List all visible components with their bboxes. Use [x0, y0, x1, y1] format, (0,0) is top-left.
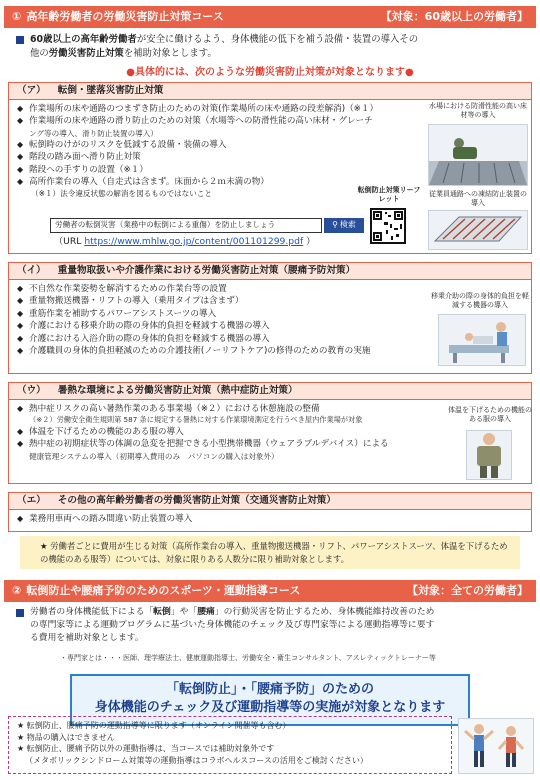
list-item-continued: ング等の導入、滑り防止装置の導入） — [29, 128, 158, 138]
list-item: ◆ 作業場所の床や通路のつまずき防止のための対策(作業場所の床や通路の段差解消)（※１） — [17, 103, 421, 115]
list-item: ◆ 介護における入浴介助の際の身体的負担を軽減する機器の導入 — [17, 333, 431, 345]
s2-bold-youtsuu: 腰痛 — [197, 607, 215, 617]
list-item: ◆ 高所作業台の導入（自走式は含まず。床面から２ｍ未満の物） — [17, 176, 421, 188]
anti-freeze-device-illustration — [428, 210, 528, 250]
transfer-lift-illustration — [438, 314, 526, 366]
condition-line: ★ 転倒防止、腰痛予防の運動指導等に限ります（オンライン開催等も含む） — [17, 721, 291, 730]
condition-line: （メタボリックシンドローム対策等の運動指導はコラボヘルスコースの活用をご検討ください） — [25, 755, 368, 765]
s2-intro-d: 」の行動災害を防止するため、身体機能維持改善のため — [214, 607, 435, 617]
exercise-illustration — [458, 718, 534, 774]
box-e-title: その他の高年齢労働者の労働災害防止対策（交通災害防止対策） — [57, 494, 336, 506]
bullet-square-icon — [16, 36, 24, 44]
box-a-label: （ア） — [17, 84, 46, 96]
intro-text-2b: を補助対象とします。 — [123, 48, 217, 60]
search-button[interactable] — [324, 218, 364, 233]
box-i-list — [9, 280, 439, 358]
conditions-box — [8, 716, 452, 774]
section2-target: 【対象：全ての労働者】 — [407, 583, 528, 597]
box-a-note: （※１）法令違反状態の解消を図るものではないこと — [31, 188, 213, 198]
box-a-title: 転倒・墜落災害防止対策 — [57, 84, 164, 96]
qr-code-icon[interactable] — [370, 208, 406, 244]
box-e — [8, 492, 532, 532]
list-item: ◆ 熱中症の初期症状等の体調の急変を把握できる小型携帯機器（ウェアラブルデバイス）による — [17, 438, 441, 450]
list-item: ◆ 作業場所の床や通路の滑り防止のための対策（水場等への防滑性能の高い床材・グレーチ — [17, 115, 421, 127]
box-u — [8, 382, 532, 484]
list-item-continued: 健康管理システムの導入（初期導入費用のみ パソコンの購入は対象外） — [29, 451, 279, 461]
box-i-header — [9, 263, 531, 280]
box-u-title: 暑熱な環境による労働災害防止対策（熱中症防止対策） — [57, 384, 298, 396]
box-i-pic-caption: 移乗介助の際の身体的負担を軽減する機器の導入 — [431, 292, 529, 310]
section2-number: ② — [12, 583, 22, 597]
s2-intro-c: 」や「 — [170, 607, 198, 617]
list-item: ◆ 階段の踏み面へ滑り防止対策 — [17, 151, 421, 163]
cost-note — [20, 536, 520, 569]
box-a-header — [9, 83, 531, 100]
callout-line2: 身体機能のチェック及び運動指導等の実施が対象となります — [94, 699, 446, 715]
section2-header — [4, 580, 536, 602]
box-e-label: （エ） — [17, 494, 46, 506]
intro-bold-2: 労働災害防止対策 — [48, 48, 124, 60]
box-u-header — [9, 383, 531, 400]
search-icon: ⚲ — [332, 220, 338, 230]
box-u-list — [9, 400, 449, 462]
list-item: ◆ 介護における移乗介助の際の身体的負担を軽減する機器の導入 — [17, 320, 431, 332]
bullet-square-icon — [16, 609, 24, 617]
box-i-title: 重量物取扱いや介護作業における労働災害防止対策（腰痛予防対策） — [57, 264, 356, 276]
pic1-caption: 水場における防滑性能の高い床材等の導入 — [429, 102, 527, 120]
list-item: ◆ 体温を下げるための機能のある服の導入 — [17, 426, 441, 438]
leaflet-caption: 転倒防止対策リーフレット — [357, 186, 421, 204]
intro-text-2a: 他の — [30, 48, 49, 60]
cooling-vest-illustration — [466, 430, 512, 480]
condition-line: ★ 転倒防止、腰痛予防以外の運動指導は、当コースでは補助対象外です — [17, 744, 275, 754]
list-item: ◆ 熱中症リスクの高い暑熱作業のある事業場（※２）における休憩施設の整備 — [17, 403, 441, 415]
leaflet-link[interactable]: https://www.mhlw.go.jp/content/001101299.pdf — [84, 236, 304, 247]
section1-intro — [30, 33, 520, 61]
list-item: ◆ 転倒時のけがのリスクを低減する設備・装備の導入 — [17, 139, 421, 151]
section1-header — [4, 6, 536, 28]
cost-note-text: ★ 労働者ごとに費用が生じる対策（高所作業台の導入、重量物搬送機器・リフト、パワーアシストスーツ、体温を下げるための機能のある服等）については、対象に限りある人数分に限り補助対象とします。 — [40, 541, 508, 564]
url-line — [54, 236, 315, 248]
url-suffix: ） — [303, 236, 316, 247]
list-item: ◆ 業務用車両への踏み間違い防止装置の導入 — [17, 513, 523, 525]
list-item: ◆ 不自然な作業姿勢を解消するための作業台等の設置 — [17, 283, 431, 295]
expert-note: ・専門家とは・・・医師、理学療法士、健康運動指導士、労働安全・衛生コンサルタント、アスレティックトレーナー等 — [60, 654, 436, 662]
list-item-note: （※２）労働安全衛生規則第 587 条に規定する暑熱に対する作業環境測定を行うべき屋内作業場が対象 — [29, 415, 363, 425]
url-prefix: （URL — [54, 236, 85, 247]
s2-intro-line3: る費用を補助対象とします。 — [30, 633, 144, 644]
list-item: ◆ 介護職員の身体的負担軽減のための介護技術(ノーリフトケア)の修得のための教育の実施 — [17, 345, 431, 357]
s2-intro-line2: の専門家等による運動プログラムに基づいた身体機能のチェック及び専門家等による運動指導等に要す — [30, 620, 435, 631]
box-e-header — [9, 493, 531, 510]
callout-line1: 「転倒防止」・「腰痛予防」のための — [165, 682, 374, 697]
section2-intro — [30, 606, 520, 646]
box-u-label: （ウ） — [17, 384, 46, 396]
floor-grating-illustration — [428, 124, 528, 186]
search-button-label: 検索 — [339, 220, 356, 230]
list-item: ◆ 階段への手すりの設置（※１） — [17, 164, 421, 176]
s2-intro-a: 労働者の身体機能低下による「 — [30, 607, 154, 617]
section1-number: ① — [12, 9, 22, 23]
intro-bold: 60歳以上の高年齢労働者 — [30, 34, 137, 45]
section2-title: 転倒防止や腰痛予防のためのスポーツ・運動指導コース — [26, 583, 301, 597]
section1-target: 【対象：60歳以上の労働者】 — [380, 9, 528, 23]
condition-line: ★ 物品の購入はできません — [17, 732, 115, 742]
pic2-caption: 従業員通路への凍結防止装置の導入 — [429, 190, 527, 208]
intro-text: が安全に働けるよう、身体機能の低下を補う設備・装置の導入その — [136, 34, 419, 45]
search-input[interactable]: 労働者の転倒災害（業務中の転倒による重傷）を防止しましょう — [50, 218, 322, 233]
list-item: ◆ 重筋作業を補助するパワーアシストスーツの導入 — [17, 308, 431, 320]
list-item: ◆ 重量物搬送機器・リフトの導入（乗用タイプは含まず） — [17, 295, 431, 307]
section1-title: 高年齢労働者の労働災害防止対策コース — [26, 9, 224, 23]
section1-highlight: ●具体的には、次のような労働災害防止対策が対象となります● — [126, 67, 414, 78]
box-i-label: （イ） — [17, 264, 46, 276]
box-e-list — [9, 510, 531, 525]
s2-bold-tento: 転倒 — [153, 607, 171, 617]
box-a-list — [9, 100, 429, 189]
box-u-pic-caption: 体温を下げるための機能のある服の導入 — [448, 406, 532, 424]
